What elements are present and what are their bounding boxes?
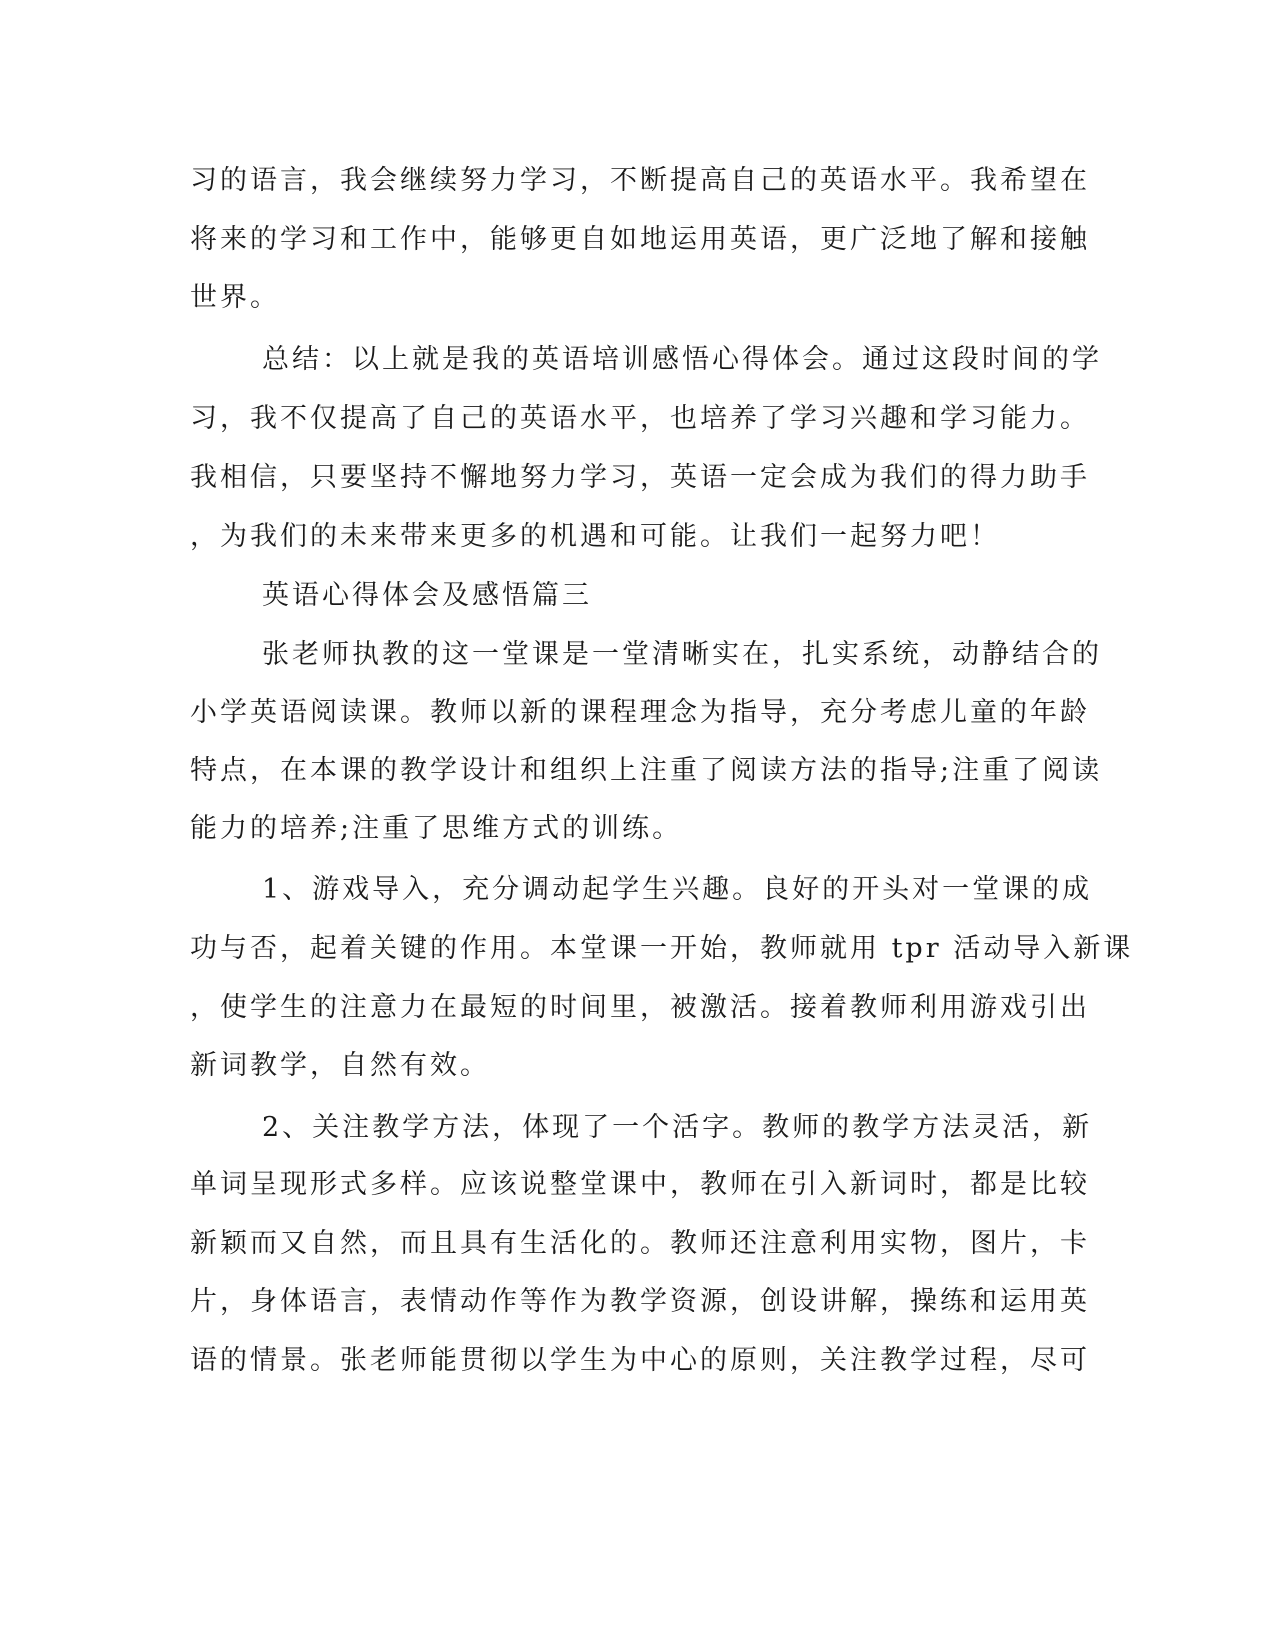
text-line: 习，我不仅提高了自己的英语水平，也培养了学习兴趣和学习能力。 xyxy=(190,403,1090,434)
text-line: 将来的学习和工作中，能够更自如地运用英语，更广泛地了解和接触 xyxy=(190,224,1090,255)
text-line: 张老师执教的这一堂课是一堂清晰实在，扎实系统，动静结合的 xyxy=(262,639,1102,670)
text-line: 片，身体语言，表情动作等作为教学资源，创设讲解，操练和运用英 xyxy=(190,1286,1090,1317)
text-line: 单词呈现形式多样。应该说整堂课中，教师在引入新词时，都是比较 xyxy=(190,1169,1090,1200)
text-line: 新颖而又自然，而且具有生活化的。教师还注意利用实物，图片，卡 xyxy=(190,1228,1090,1259)
text-line: 能力的培养;注重了思维方式的训练。 xyxy=(190,813,683,844)
text-line: 特点，在本课的教学设计和组织上注重了阅读方法的指导;注重了阅读 xyxy=(190,755,1103,786)
text-line: 功与否，起着关键的作用。本堂课一开始，教师就用 tpr 活动导入新课 xyxy=(190,933,1134,964)
text-line: ，为我们的未来带来更多的机遇和可能。让我们一起努力吧！ xyxy=(190,521,1000,552)
text-line: 小学英语阅读课。教师以新的课程理念为指导，充分考虑儿童的年龄 xyxy=(190,697,1090,728)
text-line: ，使学生的注意力在最短的时间里，被激活。接着教师利用游戏引出 xyxy=(190,992,1090,1023)
text-line: 2、关注教学方法，体现了一个活字。教师的教学方法灵活，新 xyxy=(262,1112,1093,1143)
text-line: 1、游戏导入，充分调动起学生兴趣。良好的开头对一堂课的成 xyxy=(262,874,1093,905)
text-line: 新词教学，自然有效。 xyxy=(190,1050,490,1081)
text-line: 习的语言，我会继续努力学习，不断提高自己的英语水平。我希望在 xyxy=(190,165,1090,196)
text-line: 我相信，只要坚持不懈地努力学习，英语一定会成为我们的得力助手 xyxy=(190,462,1090,493)
text-line: 总结：以上就是我的英语培训感悟心得体会。通过这段时间的学 xyxy=(262,344,1102,375)
section-heading: 英语心得体会及感悟篇三 xyxy=(262,580,592,611)
text-line: 世界。 xyxy=(190,282,280,313)
text-line: 语的情景。张老师能贯彻以学生为中心的原则，关注教学过程，尽可 xyxy=(190,1345,1090,1376)
